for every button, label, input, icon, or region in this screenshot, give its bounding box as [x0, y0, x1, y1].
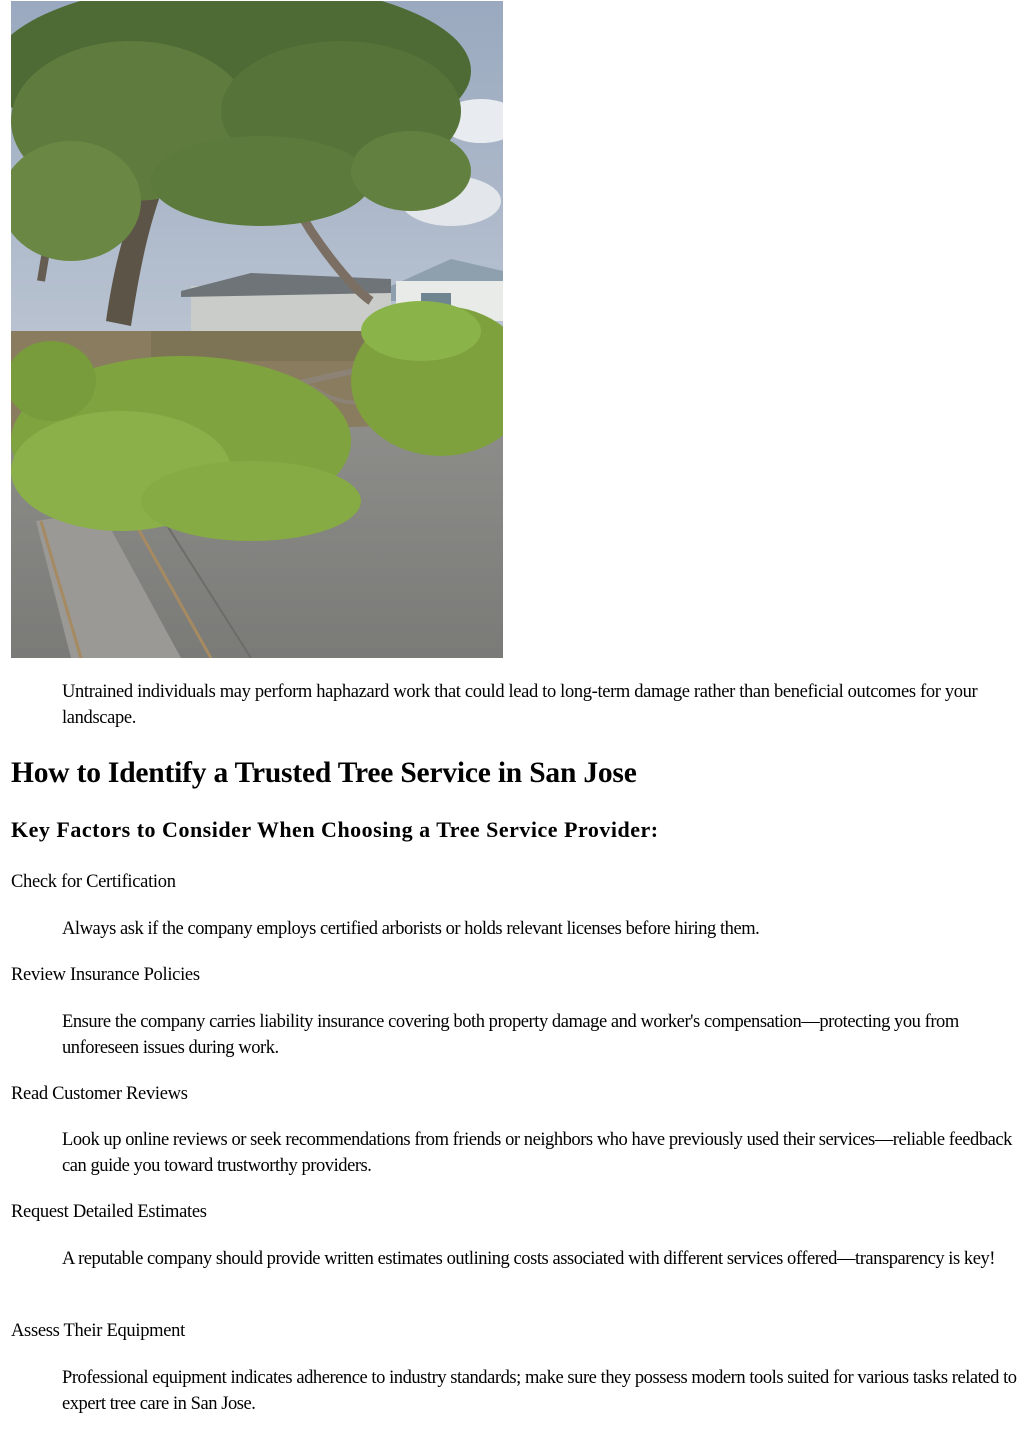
factor-desc-reviews: Look up online reviews or seek recommendations from friends or neighbors who have previously used their services—reliable feedback can guide you toward trustworthy providers.	[62, 1130, 1012, 1176]
factor-title-equipment: Assess Their Equipment	[11, 1321, 185, 1341]
factor-title-estimates: Request Detailed Estimates	[11, 1202, 207, 1222]
factor-desc-estimates: A reputable company should provide written estimates outlining costs associated with different services offered—transparency is key!	[62, 1249, 995, 1269]
section-heading: How to Identify a Trusted Tree Service in San Jose	[11, 757, 637, 789]
section-subheading: Key Factors to Consider When Choosing a Tree Service Provider:	[11, 817, 659, 842]
factor-desc-certification: Always ask if the company employs certified arborists or holds relevant licenses before hiring them.	[62, 919, 760, 939]
factor-title-certification: Check for Certification	[11, 872, 176, 892]
factor-desc-equipment: Professional equipment indicates adherence to industry standards; make sure they possess modern tools suited for various tasks related to expert tree care in San Jose.	[62, 1368, 1017, 1414]
fallen-tree-photo	[11, 1, 503, 658]
factor-title-insurance: Review Insurance Policies	[11, 965, 200, 985]
factor-title-reviews: Read Customer Reviews	[11, 1084, 188, 1104]
factor-desc-insurance: Ensure the company carries liability insurance covering both property damage and worker's compensation—protecting you from unforeseen issues during work.	[62, 1012, 959, 1058]
intro-paragraph: Untrained individuals may perform haphazard work that could lead to long-term damage rather than beneficial outcomes for your landscape.	[62, 682, 978, 728]
